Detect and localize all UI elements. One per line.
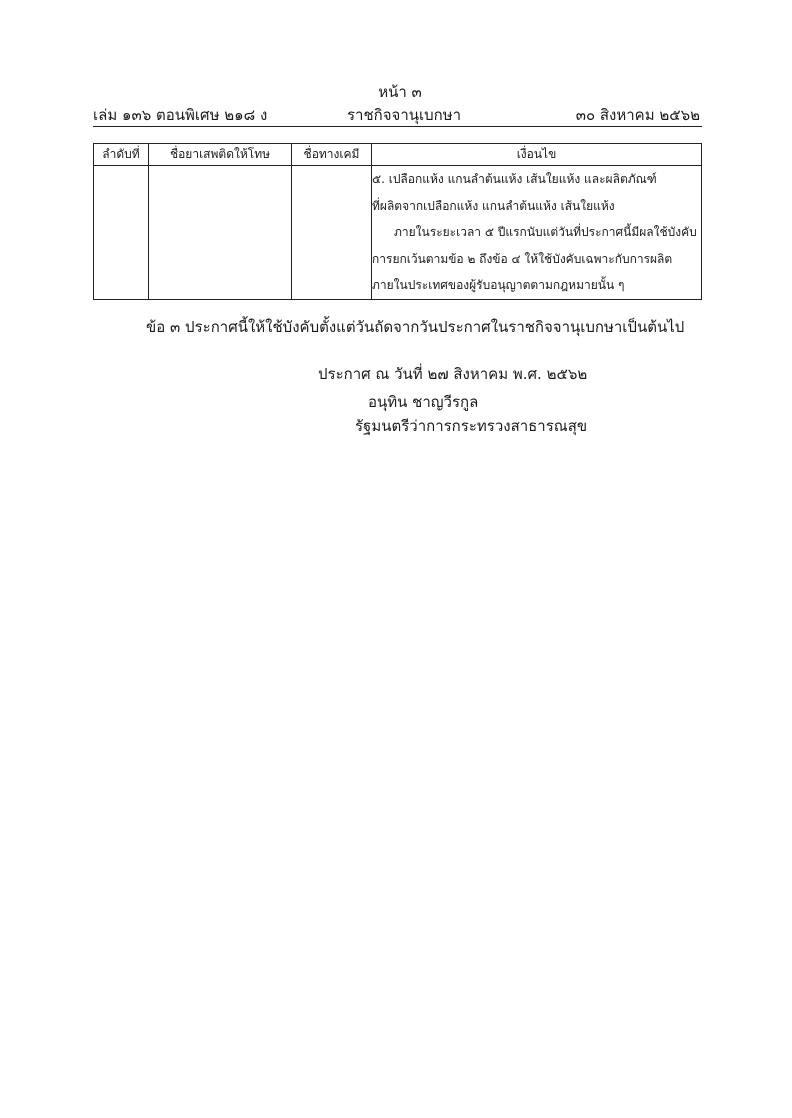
gazette-title: ราชกิจจานุเบกษา — [347, 106, 462, 124]
cell-chemical-name — [292, 166, 372, 300]
table-row — [94, 166, 702, 300]
gazette-header — [93, 103, 702, 127]
condition-line: ภายในระยะเวลา ๕ ปีแรกนับแต่วันที่ประกาศนี้มีผลใช้บังคับ — [394, 225, 697, 239]
table-header-row — [94, 144, 702, 166]
col-header-condition: เงื่อนไข — [372, 144, 702, 166]
condition-line: ภายในประเทศของผู้รับอนุญาตตามกฎหมายนั้น ๆ — [372, 278, 625, 292]
condition-line: ที่ผลิตจากเปลือกแห้ง แกนลำต้นแห้ง เส้นใยแห้ง — [372, 198, 615, 213]
condition-line: การยกเว้นตามข้อ ๒ ถึงข้อ ๔ ให้ใช้บังคับเฉพาะกับการผลิต — [372, 251, 673, 266]
condition-line: ๕. เปลือกแห้ง แกนลำต้นแห้ง เส้นใยแห้ง และผลิตภัณฑ์ — [372, 172, 657, 186]
cell-order — [94, 166, 149, 300]
cell-condition — [372, 166, 702, 300]
narcotics-table — [93, 143, 702, 300]
col-header-drug-name: ชื่อยาเสพติดให้โทษ — [149, 144, 292, 166]
publication-date: ๓๐ สิงหาคม ๒๕๖๒ — [575, 106, 700, 124]
col-header-order: ลำดับที่ — [94, 144, 149, 166]
volume-issue: เล่ม ๑๓๖ ตอนพิเศษ ๒๑๘ ง — [93, 106, 268, 124]
cell-drug-name — [149, 166, 292, 300]
announcement-date: ประกาศ ณ วันที่ ๒๗ สิงหาคม พ.ศ. ๒๕๖๒ — [318, 365, 588, 383]
signatory-name: อนุทิน ชาญวีรกูล — [368, 393, 479, 411]
page-number: หน้า ๓ — [378, 83, 422, 101]
header-rule — [93, 126, 702, 127]
col-header-chemical-name: ชื่อทางเคมี — [292, 144, 372, 166]
signatory-position: รัฐมนตรีว่าการกระทรวงสาธารณสุข — [355, 417, 588, 435]
clause-3: ข้อ ๓ ประกาศนี้ให้ใช้บังคับตั้งแต่วันถัดจากวันประกาศในราชกิจจานุเบกษาเป็นต้นไป — [146, 318, 685, 336]
